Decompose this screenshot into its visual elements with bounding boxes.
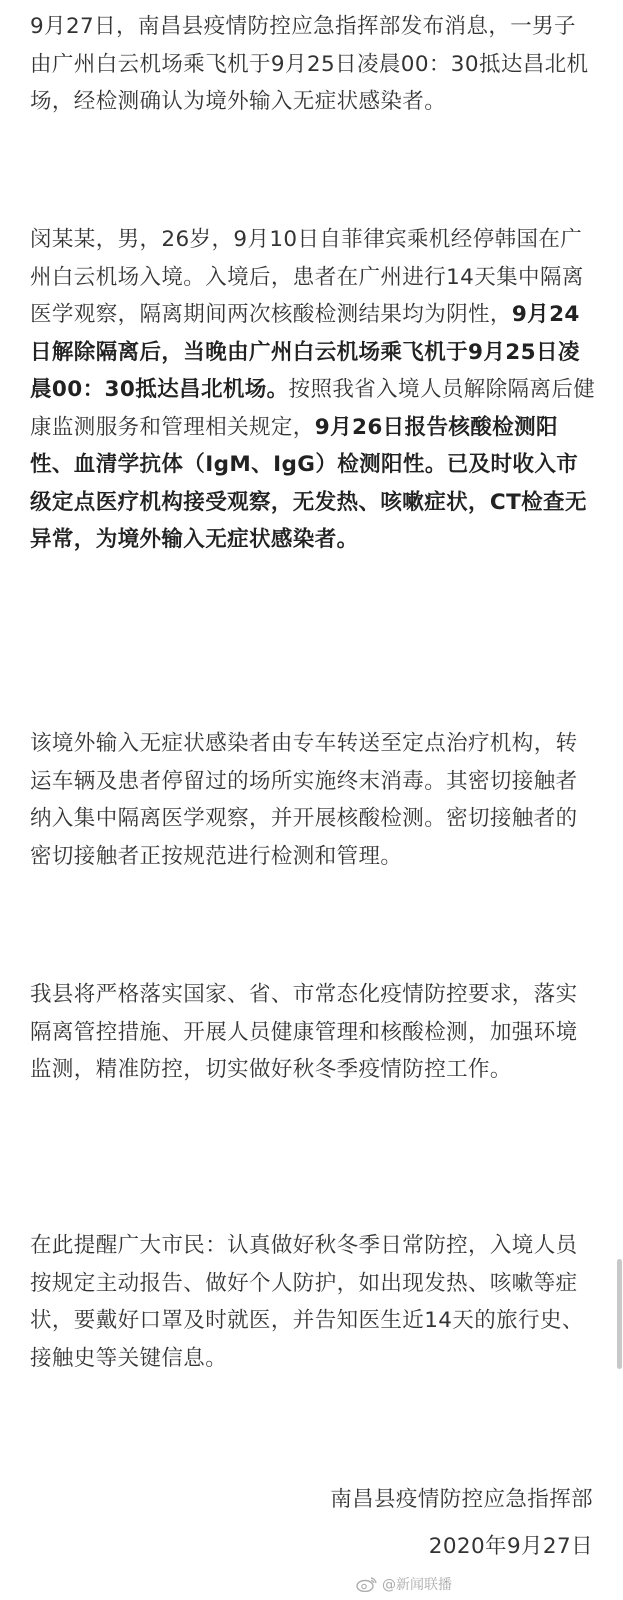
weibo-icon	[356, 1576, 378, 1592]
paragraph-transfer-measures	[30, 725, 596, 875]
signature-organization: 南昌县疫情防控应急指挥部	[330, 1487, 593, 1512]
signature-date: 2020年9月27日	[428, 1534, 593, 1559]
paragraph-segment-bold: 9月24日解除隔离后，当晚由广州白云机场乘飞机于9月25日凌晨00：30抵达昌北机场。	[30, 302, 580, 402]
paragraph-segment: 我县将严格落实国家、省、市常态化疫情防控要求，落实隔离管控措施、开展人员健康管理和核酸检测，加强环境监测，精准防控，切实做好秋冬季疫情防控工作。	[30, 982, 578, 1082]
watermark	[356, 1574, 452, 1594]
paragraph-segment: 闵某某，男，26岁，9月10日自菲律宾乘机经停韩国在广州白云机场入境。入境后，患者在广州进行14天集中隔离医学观察，隔离期间两次核酸检测结果均为阴性，	[30, 227, 584, 327]
paragraph-segment-bold: 9月26日报告核酸检测阳性、血清学抗体（IgM、IgG）检测阳性。已及时收入市级定点医疗机构接受观察，无发热、咳嗽症状，CT检查无异常，为境外输入无症状感染者。	[30, 414, 587, 552]
paragraph-public-reminder	[30, 1227, 596, 1377]
paragraph-segment: 按照我省入境人员解除隔离后健康监测服务和管理相关规定，	[30, 377, 596, 440]
paragraph-announcement	[30, 8, 596, 121]
paragraph-segment: 该境外输入无症状感染者由专车转送至定点治疗机构，转运车辆及患者停留过的场所实施终末消毒。其密切接触者纳入集中隔离医学观察，并开展核酸检测。密切接触者的密切接触者正按规范进行检测和管理。	[30, 731, 578, 869]
watermark-text: @新闻联播	[382, 1577, 452, 1593]
paragraph-segment: 在此提醒广大市民：认真做好秋冬季日常防控，入境人员按规定主动报告、做好个人防护，如出现发热、咳嗽等症状，要戴好口罩及时就医，并告知医生近14天的旅行史、接触史等关键信息。	[30, 1233, 584, 1371]
paragraph-case-details	[30, 221, 596, 559]
paragraph-segment: 9月27日，南昌县疫情防控应急指挥部发布消息，一男子由广州白云机场乘飞机于9月25日凌晨00：30抵达昌北机场，经检测确认为境外输入无症状感染者。	[30, 14, 589, 114]
paragraph-county-measures	[30, 976, 596, 1089]
scrollbar[interactable]	[617, 1259, 622, 1369]
